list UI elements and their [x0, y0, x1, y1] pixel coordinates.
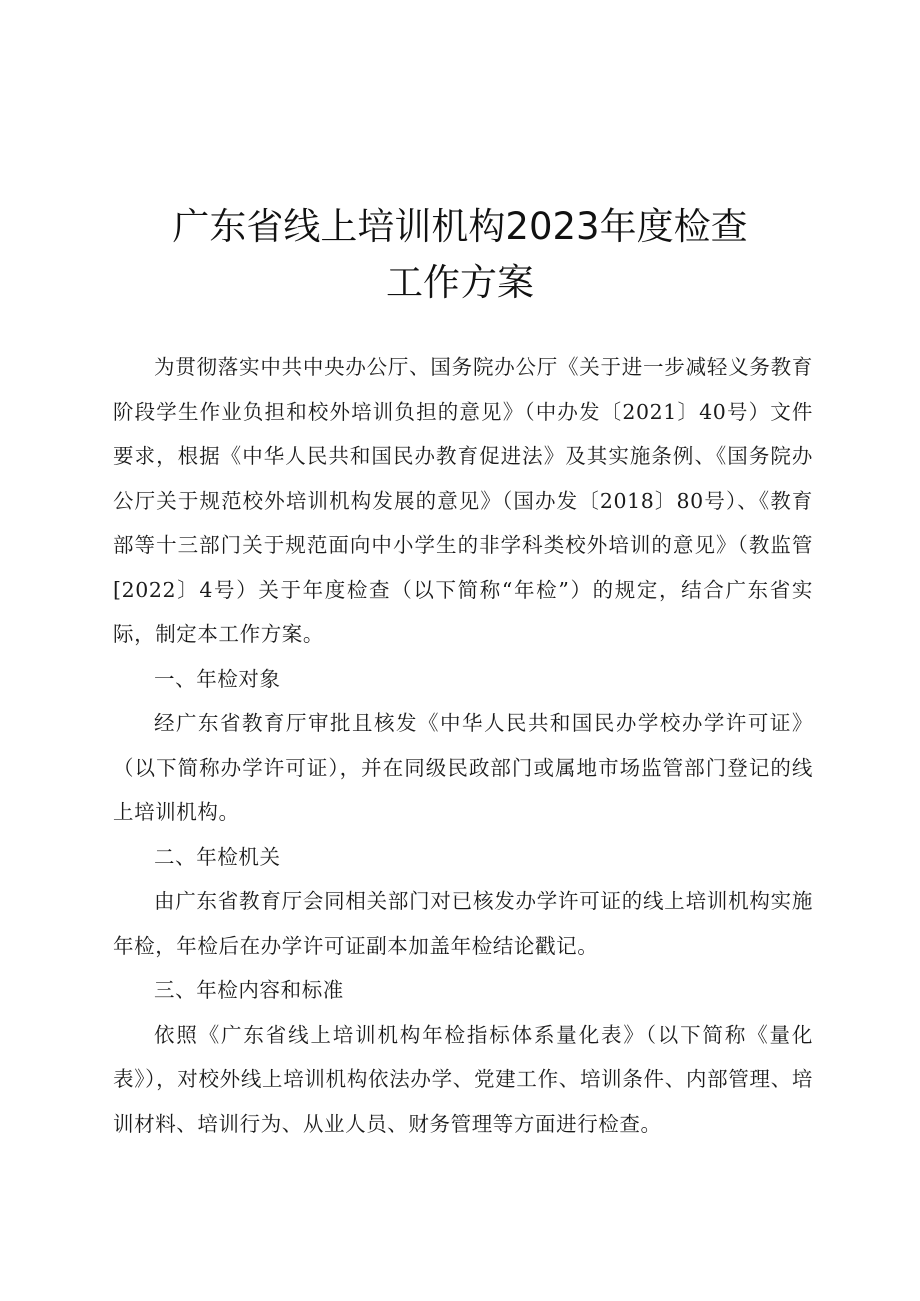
- document-title-line-1: 广东省线上培训机构2023年度检查: [172, 205, 748, 248]
- section-heading-inspection-content: 三、年检内容和标准: [154, 978, 344, 1002]
- document-body: [113, 345, 813, 1146]
- paragraph-inspection-content: 依照《广东省线上培训机构年检指标体系量化表》（以下简称《量化表》），对校外线上培训机构依法办学、党建工作、培训条件、内部管理、培训材料、培训行为、从业人员、财务管理等方面进行检查。: [113, 1022, 813, 1136]
- paragraph-inspection-targets: 经广东省教育厅审批且核发《中华人民共和国民办学校办学许可证》（以下简称办学许可证），并在同级民政部门或属地市场监管部门登记的线上培训机构。: [113, 711, 813, 824]
- section-heading-inspection-targets: 一、年检对象: [154, 666, 281, 691]
- intro-paragraph: 为贯彻落实中共中央办公厅、国务院办公厅《关于进一步减轻义务教育阶段学生作业负担和校外培训负担的意见》（中办发〔2021〕40号）文件要求，根据《中华人民共和国民办教育促进法》及其实施条例、《国务院办公厅关于规范校外培训机构发展的意见》（国办发〔2018〕80号）、《教育部等十三部门关于规范面向中小学生的非学科类校外培训的意见》（教监管[2022〕4号）关于年度检查（以下简称“年检”）的规定，结合广东省实际，制定本工作方案。: [113, 355, 813, 646]
- document-title-line-2: 工作方案: [386, 261, 534, 304]
- section-heading-inspection-authority: 二、年检机关: [154, 844, 281, 869]
- paragraph-inspection-authority: 由广东省教育厅会同相关部门对已核发办学许可证的线上培训机构实施年检，年检后在办学许可证副本加盖年检结论戳记。: [113, 889, 813, 958]
